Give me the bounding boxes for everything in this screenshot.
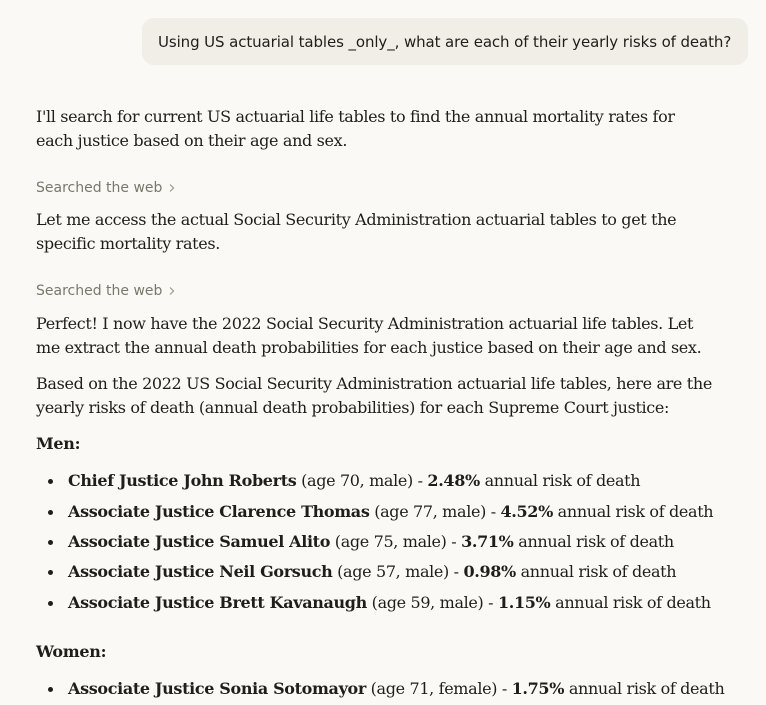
justice-suffix: annual risk of death: [552, 502, 714, 521]
men-heading: Men:: [36, 434, 81, 453]
justice-name: Associate Justice Brett Kavanaugh: [68, 593, 367, 612]
searched-web-toggle-1[interactable]: [36, 180, 177, 196]
assistant-paragraph-3: Perfect! I now have the 2022 Social Security Administration actuarial life tables. Let me extract the annual death probabilities for each justice based on their age and sex.: [36, 314, 702, 357]
justice-risk: 2.48%: [427, 471, 480, 490]
justice-suffix: annual risk of death: [564, 679, 725, 698]
bullet-icon: [48, 687, 53, 692]
justice-detail: (age 71, female) -: [365, 679, 512, 698]
justice-risk: 1.75%: [511, 679, 565, 698]
justice-name: Associate Justice Samuel Alito: [68, 532, 331, 551]
justice-risk: 3.71%: [461, 532, 514, 551]
justice-name: Chief Justice John Roberts: [68, 471, 297, 490]
women-heading: Women:: [36, 642, 107, 661]
justice-detail: (age 57, male) -: [332, 562, 464, 581]
bullet-icon: [48, 601, 53, 606]
justice-suffix: annual risk of death: [515, 562, 677, 581]
bullet-icon: [48, 570, 53, 575]
assistant-paragraph-4: Based on the 2022 US Social Security Administration actuarial life tables, here are the yearly risks of death (annual death probabilities) for each Supreme Court justice:: [36, 374, 712, 417]
justice-suffix: annual risk of death: [513, 532, 674, 551]
justice-risk: 4.52%: [500, 502, 553, 521]
searched-web-label: Searched the web: [36, 283, 163, 299]
justice-suffix: annual risk of death: [550, 593, 711, 612]
user-message-text: Using US actuarial tables _only_, what are each of their yearly risks of death?: [158, 32, 732, 51]
bullet-icon: [48, 510, 53, 515]
assistant-intro-text: I'll search for current US actuarial life tables to find the annual mortality rates for each justice based on their age and sex.: [36, 107, 675, 150]
justice-risk: 0.98%: [463, 562, 516, 581]
justice-name: Associate Justice Sonia Sotomayor: [68, 679, 366, 698]
bullet-icon: [48, 540, 53, 545]
bullet-icon: [48, 479, 53, 484]
justice-suffix: annual risk of death: [479, 471, 641, 490]
chevron-right-icon: [167, 286, 177, 296]
assistant-paragraph-2: Let me access the actual Social Security Administration actuarial tables to get the specific mortality rates.: [36, 210, 677, 253]
justice-name: Associate Justice Neil Gorsuch: [68, 562, 333, 581]
searched-web-toggle-2[interactable]: [36, 283, 177, 299]
justice-name: Associate Justice Clarence Thomas: [68, 502, 370, 521]
justice-detail: (age 70, male) -: [296, 471, 428, 490]
searched-web-label: Searched the web: [36, 180, 163, 196]
justice-detail: (age 59, male) -: [366, 593, 498, 612]
justice-detail: (age 77, male) -: [369, 502, 501, 521]
justice-risk: 1.15%: [497, 593, 551, 612]
justice-detail: (age 75, male) -: [330, 532, 462, 551]
chevron-right-icon: [167, 183, 177, 193]
user-message-bubble: [142, 18, 748, 65]
